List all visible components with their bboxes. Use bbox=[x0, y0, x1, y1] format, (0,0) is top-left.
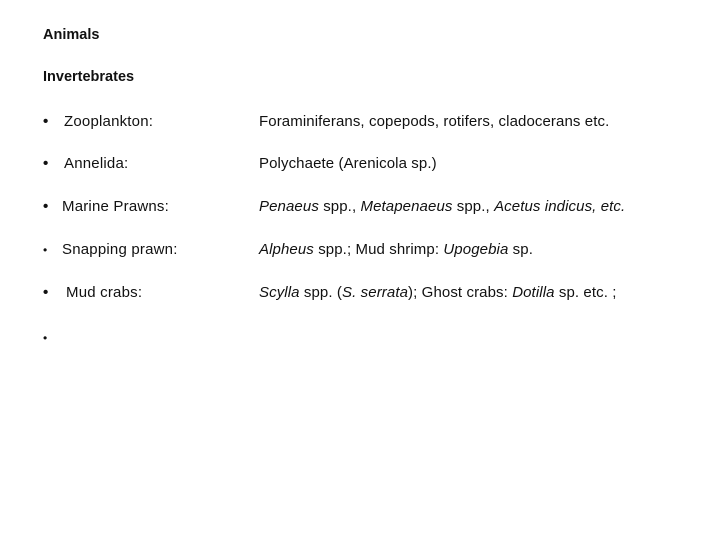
list-item-snapping-prawn bbox=[43, 241, 693, 263]
list-item-mud-crabs bbox=[43, 284, 693, 306]
item-description bbox=[259, 198, 625, 215]
subheading-invertebrates: Invertebrates bbox=[43, 69, 135, 85]
item-label: Marine Prawns: bbox=[62, 198, 170, 215]
italic-taxon-text: Alpheus bbox=[259, 241, 314, 258]
italic-taxon-text: S. serrata bbox=[342, 284, 409, 301]
item-description bbox=[259, 155, 437, 172]
description-text: ); Ghost crabs: bbox=[408, 284, 513, 301]
italic-taxon-text: Dotilla bbox=[512, 284, 555, 301]
description-text: spp., bbox=[452, 198, 495, 215]
italic-taxon-text: Penaeus bbox=[259, 198, 319, 215]
list-item-zooplankton bbox=[43, 113, 693, 135]
bullet-icon: • bbox=[43, 198, 49, 215]
description-text: spp., bbox=[318, 198, 361, 215]
heading-animals: Animals bbox=[43, 27, 100, 43]
item-label: Snapping prawn: bbox=[62, 241, 178, 258]
bullet-icon: • bbox=[43, 113, 49, 130]
italic-taxon-text: Acetus indicus, etc. bbox=[494, 198, 626, 215]
bullet-icon: • bbox=[43, 155, 49, 172]
item-label: Zooplankton: bbox=[64, 113, 154, 130]
description-text: Polychaete (Arenicola sp.) bbox=[259, 155, 437, 172]
description-text: sp. etc. ; bbox=[554, 284, 617, 301]
item-description bbox=[259, 241, 533, 258]
item-label: Annelida: bbox=[64, 155, 129, 172]
italic-taxon-text: Metapenaeus bbox=[360, 198, 453, 215]
item-label: Mud crabs: bbox=[66, 284, 143, 301]
description-text: sp. bbox=[508, 241, 533, 258]
description-text: spp.; Mud shrimp: bbox=[313, 241, 444, 258]
italic-taxon-text: Scylla bbox=[259, 284, 300, 301]
description-text: spp. ( bbox=[299, 284, 343, 301]
item-description bbox=[259, 284, 617, 301]
description-text: Foraminiferans, copepods, rotifers, cladocerans etc. bbox=[259, 113, 610, 130]
bullet-icon: • bbox=[43, 284, 49, 301]
list-item-annelida bbox=[43, 155, 693, 177]
italic-taxon-text: Upogebia bbox=[443, 241, 509, 258]
list-item-marine-prawns bbox=[43, 198, 693, 220]
empty-bullet-icon: • bbox=[43, 331, 48, 345]
item-description bbox=[259, 113, 609, 130]
bullet-icon: • bbox=[43, 243, 48, 257]
